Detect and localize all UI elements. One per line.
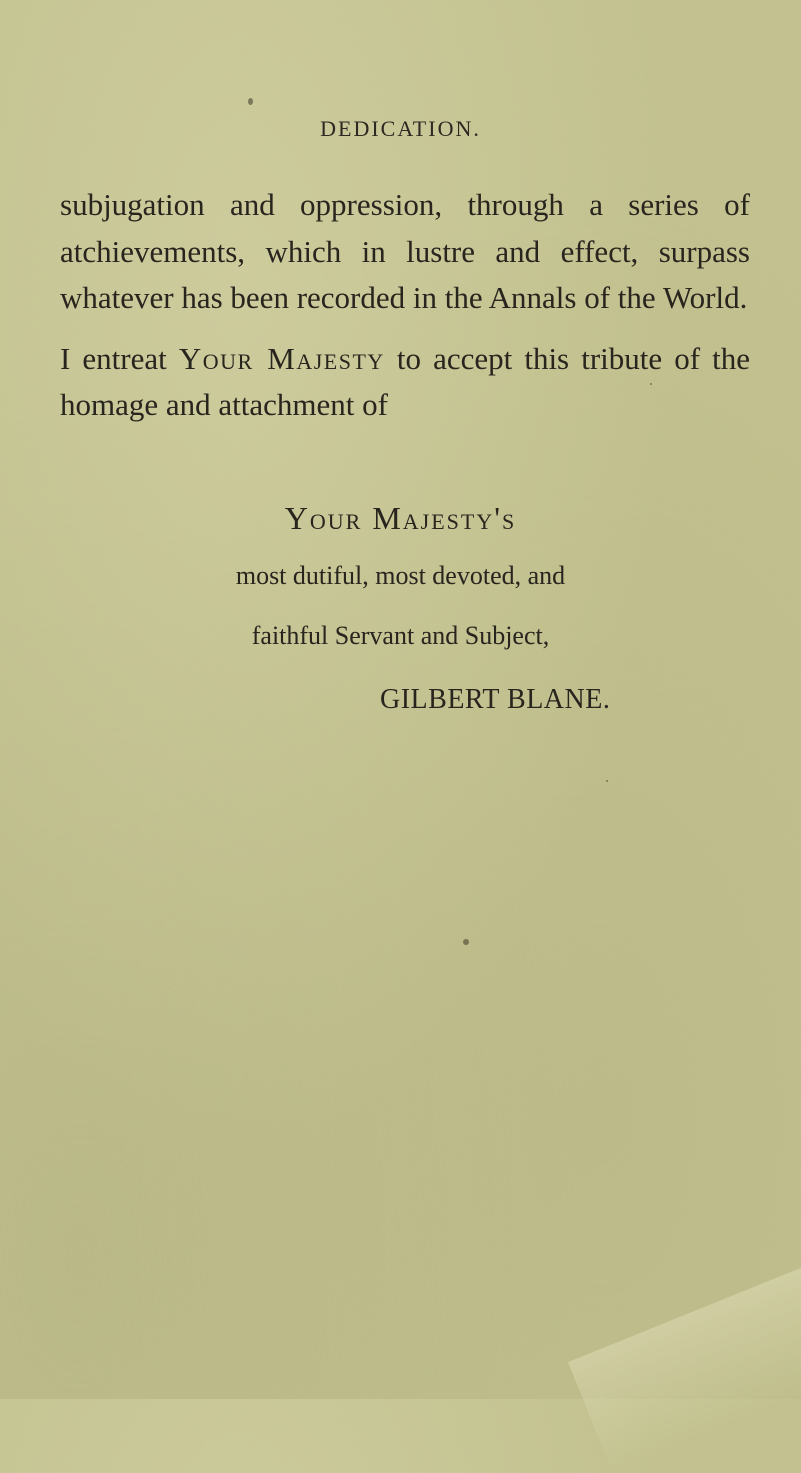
your-majesty-small-caps: Your Majesty: [178, 340, 385, 376]
closing-line-1: most dutiful, most devoted, and: [235, 561, 566, 590]
paragraph-1: subjugation and oppression, through a series of atchievements, which in lustre and effect, surpass whatever has been recorded in the Annals of the World.: [60, 187, 750, 315]
dedication-body: [60, 182, 750, 429]
closing-salutation: Your Majesty's: [284, 500, 517, 536]
page-corner-crease: [568, 1265, 801, 1473]
closing-line-2: faithful Servant and Subject,: [251, 621, 550, 650]
signature: GILBERT BLANE.: [380, 684, 611, 715]
paper-speck: [463, 939, 469, 945]
paper-speck: [248, 98, 253, 105]
paragraph-2-start: I entreat: [60, 340, 179, 376]
paragraph-2: [60, 336, 750, 429]
paper-speck: [650, 383, 652, 385]
paper-speck: [606, 780, 608, 782]
paragraph-2-end: to accept this tribute of the homage and attachment of: [60, 340, 751, 422]
running-head: DEDICATION.: [320, 116, 481, 141]
